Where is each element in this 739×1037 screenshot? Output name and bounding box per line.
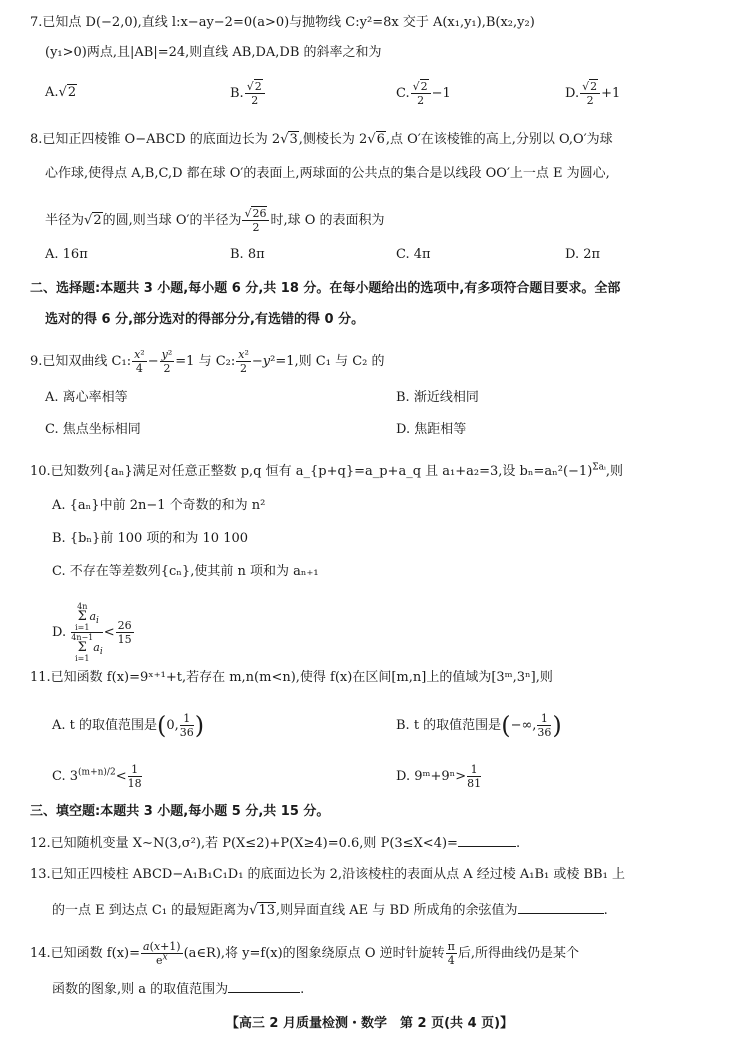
q9-option-d: D. 焦距相等 <box>396 422 467 437</box>
section2-heading-line1: 二、选择题:本题共 3 小题,每小题 6 分,共 18 分。在每小题给出的选项中,有多项符合题目要求。全部 <box>30 281 621 296</box>
q7-option-d: D. $\frac{√2}{2}$ +1 <box>565 80 621 107</box>
q7-line1: 7.已知点 D(−2,0),直线 l:x−ay−2=0(a>0)与抛物线 C:y²=8x 交于 A(x₁,y₁),B(x₂,y₂) <box>30 15 535 30</box>
q14-answer-blank[interactable] <box>228 980 300 993</box>
q13-line2: 的一点 E 到达点 C₁ 的最短距离为√13,则异面直线 AE 与 BD 所成角的余弦值为 . <box>52 903 608 918</box>
q14-line1: 14.已知函数 f(x)= $\frac{a(x+1)}{e^x}$ (a∈R),将 y=f(x)的图象绕原点 O 逆时针旋转 $\frac{\pi}{4}$ 后,所得曲线仍是某个 <box>30 940 579 967</box>
q7-line2: (y₁>0)两点,且|AB|=24,则直线 AB,DA,DB 的斜率之和为 <box>45 45 382 60</box>
q7-option-b: B. $\frac{√2}{2}$ <box>230 80 266 107</box>
q10-stem: 10.已知数列{aₙ}满足对任意正整数 p,q 恒有 a_{p+q}=a_p+a_q 且 a₁+a₂=3,设 $b_n=a_n^2(-1)^{\Sigma aᵢ}$,则 <box>30 462 623 479</box>
q14-line2: 函数的图象,则 a 的取值范围为 . <box>52 982 305 997</box>
q9-option-a: A. 离心率相等 <box>45 390 128 405</box>
q12-stem: 12.已知随机变量 X∼N(3,σ²),若 P(X≤2)+P(X≥4)=0.6,则 P(3≤X<4)= . <box>30 836 521 851</box>
q9-option-c: C. 焦点坐标相同 <box>45 422 141 437</box>
section2-heading-line2: 选对的得 6 分,部分选对的得部分分,有选错的得 0 分。 <box>45 312 365 327</box>
q8-option-d: D. 2π <box>565 247 601 262</box>
q7-option-a: A.√2 <box>45 85 77 100</box>
q10-option-c: C. 不存在等差数列{cₙ},使其前 n 项和为 aₙ₊₁ <box>52 564 319 579</box>
page-footer: 【高三 2 月质量检测・数学 第 2 页(共 4 页)】 <box>225 1016 514 1031</box>
q11-option-a: A. t 的取值范围是(0, $\frac{1}{36}$ ) <box>52 711 205 740</box>
q7-option-c: C. $\frac{√2}{2}$ −1 <box>396 80 451 107</box>
q9-option-b: B. 渐近线相同 <box>396 390 479 405</box>
q11-option-c: C. $3^{(m+n)/2}<$ $\frac{1}{18}$ <box>52 763 142 790</box>
q10-option-d: D. 4n Σ $i=1a_i$ 4n−1 Σ $i=1a_i$ < $\frac{26}{15}$ <box>52 602 132 663</box>
q13-answer-blank[interactable] <box>518 901 604 914</box>
q8-line1: 8.已知正四棱锥 O−ABCD 的底面边长为 2√3,侧棱长为 2√6,点 O′在该棱锥的高上,分别以 O,O′为球 <box>30 132 613 147</box>
q11-option-d: D. 9ᵐ+9ⁿ> $\frac{1}{81}$ <box>396 763 482 790</box>
q8-option-c: C. 4π <box>396 247 431 262</box>
q10-option-b: B. {bₙ}前 100 项的和为 10 100 <box>52 531 249 546</box>
q9-stem: 9.已知双曲线 C₁: $\frac{\text{x²}}{4}$ − $\frac{\text{y²}}{2}$ =1 与 C₂: $\frac{\text{x²}}{2}$ −y²=1,则 C₁ 与 C₂ 的 <box>30 348 385 375</box>
q11-stem: 11.已知函数 f(x)=9ˣ⁺¹+t,若存在 m,n(m<n),使得 f(x)在区间[m,n]上的值域为[3ᵐ,3ⁿ],则 <box>30 670 553 685</box>
q11-option-b: B. t 的取值范围是(−∞, $\frac{1}{36}$ ) <box>396 711 562 740</box>
q12-answer-blank[interactable] <box>458 834 516 847</box>
q10-option-a: A. {aₙ}中前 2n−1 个奇数的和为 n² <box>52 498 266 513</box>
q8-option-a: A. 16π <box>45 247 88 262</box>
q8-line3: 半径为√2的圆,则当球 O′的半径为 $\frac{√26}{2}$ 时,球 O 的表面积为 <box>45 207 385 234</box>
q13-line1: 13.已知正四棱柱 ABCD−A₁B₁C₁D₁ 的底面边长为 2,沿该棱柱的表面从点 A 经过棱 A₁B₁ 或棱 BB₁ 上 <box>30 867 625 882</box>
section3-heading: 三、填空题:本题共 3 小题,每小题 5 分,共 15 分。 <box>30 804 330 819</box>
q8-option-b: B. 8π <box>230 247 265 262</box>
q8-line2: 心作球,使得点 A,B,C,D 都在球 O′的表面上,两球面的公共点的集合是以线段 OO′上一点 E 为圆心, <box>45 166 610 181</box>
